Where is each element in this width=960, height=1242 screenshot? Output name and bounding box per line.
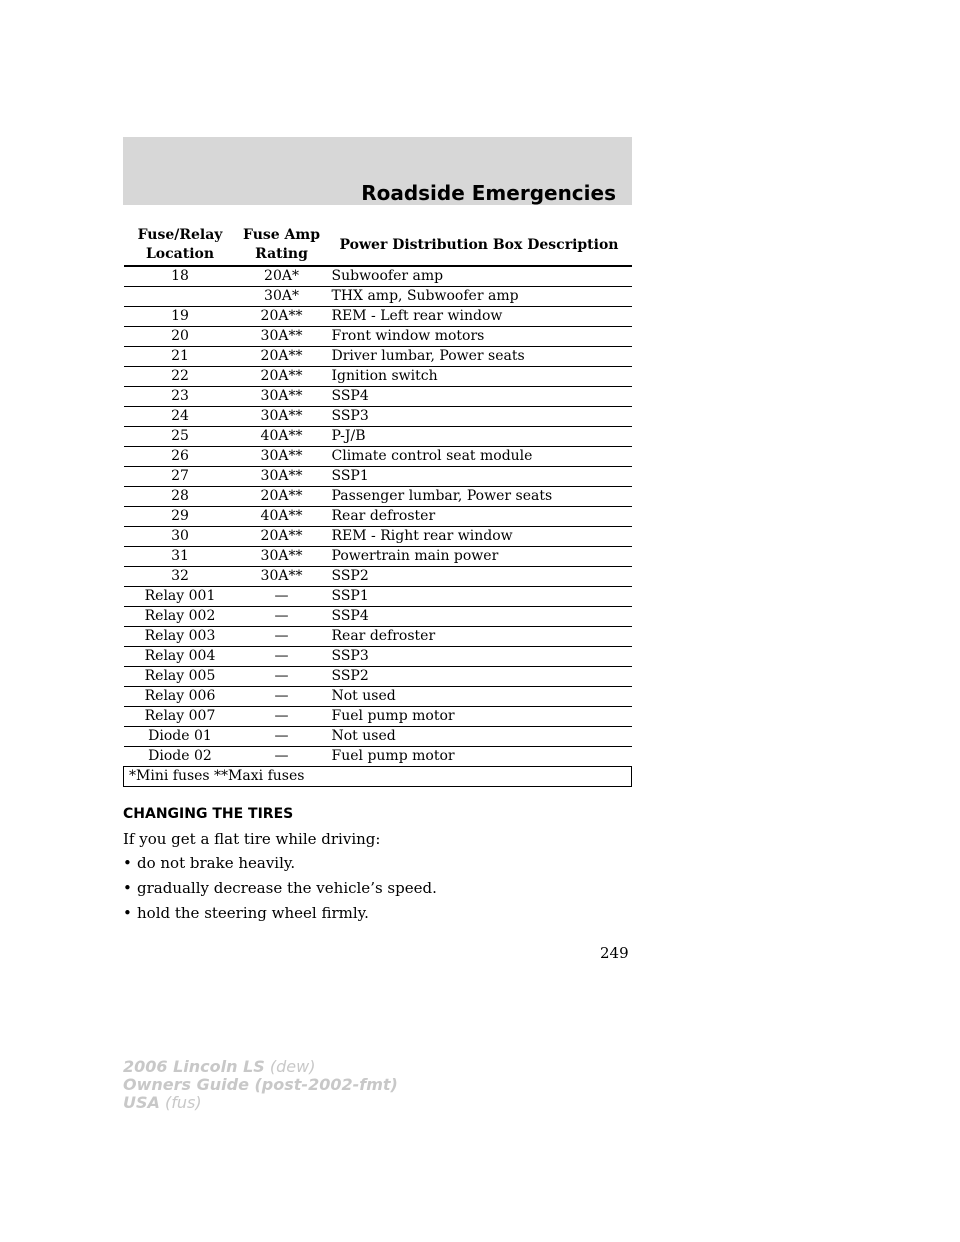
cell-description: Ignition switch	[327, 367, 632, 387]
cell-location: Diode 01	[124, 727, 237, 747]
cell-description: SSP4	[327, 607, 632, 627]
table-row	[124, 407, 632, 427]
cell-description: SSP1	[327, 467, 632, 487]
cell-amp-rating: 20A**	[237, 487, 327, 507]
table-row	[124, 327, 632, 347]
cell-description: SSP2	[327, 567, 632, 587]
footer-line-2: Owners Guide (post-2002-fmt)	[123, 1075, 398, 1094]
table-row	[124, 447, 632, 467]
table-row	[124, 387, 632, 407]
table-row	[124, 707, 632, 727]
table-row	[124, 527, 632, 547]
table-header-row	[124, 225, 632, 266]
table-row	[124, 347, 632, 367]
cell-amp-rating: 30A**	[237, 407, 327, 427]
cell-description: Rear defroster	[327, 507, 632, 527]
cell-amp-rating: 20A**	[237, 367, 327, 387]
cell-amp-rating: 20A*	[237, 266, 327, 287]
cell-amp-rating: 30A**	[237, 387, 327, 407]
list-item	[123, 904, 437, 929]
cell-location: 20	[124, 327, 237, 347]
cell-description: Front window motors	[327, 327, 632, 347]
cell-location: 22	[124, 367, 237, 387]
cell-description: Subwoofer amp	[327, 266, 632, 287]
table-footnote-row	[124, 767, 632, 787]
table-row	[124, 647, 632, 667]
cell-location: Relay 006	[124, 687, 237, 707]
bullet-icon: •	[123, 854, 132, 872]
bullet-list	[123, 854, 437, 929]
section-intro: If you get a flat tire while driving:	[123, 830, 381, 848]
table-body	[124, 266, 632, 767]
cell-amp-rating: —	[237, 647, 327, 667]
table-row	[124, 567, 632, 587]
cell-amp-rating: 30A**	[237, 567, 327, 587]
footer	[123, 1058, 398, 1112]
table-row	[124, 467, 632, 487]
footer-line-1: 2006 Lincoln LS (dew)	[123, 1057, 316, 1076]
cell-amp-rating: 30A**	[237, 547, 327, 567]
table-row	[124, 266, 632, 287]
header-description: Power Distribution Box Description	[327, 225, 632, 266]
cell-location: Relay 003	[124, 627, 237, 647]
cell-amp-rating: 30A**	[237, 447, 327, 467]
cell-location: 31	[124, 547, 237, 567]
cell-description: Not used	[327, 727, 632, 747]
cell-amp-rating: —	[237, 727, 327, 747]
section-heading: CHANGING THE TIRES	[123, 806, 294, 822]
cell-amp-rating: —	[237, 667, 327, 687]
table-row	[124, 287, 632, 307]
list-item-text: do not brake heavily.	[137, 854, 296, 872]
cell-description: Rear defroster	[327, 627, 632, 647]
cell-location: Relay 002	[124, 607, 237, 627]
cell-location: 18	[124, 266, 237, 287]
bullet-icon: •	[123, 904, 132, 922]
cell-description: Climate control seat module	[327, 447, 632, 467]
cell-location: 25	[124, 427, 237, 447]
cell-location: 21	[124, 347, 237, 367]
cell-location: 23	[124, 387, 237, 407]
table-row	[124, 667, 632, 687]
bullet-icon: •	[123, 879, 132, 897]
cell-amp-rating: —	[237, 707, 327, 727]
cell-description: Driver lumbar, Power seats	[327, 347, 632, 367]
table-row	[124, 307, 632, 327]
cell-description: Fuel pump motor	[327, 747, 632, 767]
cell-location: 28	[124, 487, 237, 507]
cell-location: 19	[124, 307, 237, 327]
cell-amp-rating: 20A**	[237, 347, 327, 367]
cell-amp-rating: —	[237, 587, 327, 607]
list-item-text: gradually decrease the vehicle’s speed.	[137, 879, 437, 897]
list-item	[123, 879, 437, 904]
cell-amp-rating: 30A*	[237, 287, 327, 307]
table-row	[124, 687, 632, 707]
table-row	[124, 507, 632, 527]
page-number: 249	[600, 944, 629, 962]
cell-description: THX amp, Subwoofer amp	[327, 287, 632, 307]
cell-description: SSP3	[327, 647, 632, 667]
fuse-table	[123, 225, 632, 787]
cell-location: Relay 005	[124, 667, 237, 687]
cell-location	[124, 287, 237, 307]
table-row	[124, 627, 632, 647]
cell-location: 24	[124, 407, 237, 427]
cell-amp-rating: —	[237, 747, 327, 767]
cell-location: 30	[124, 527, 237, 547]
table-row	[124, 727, 632, 747]
table-row	[124, 427, 632, 447]
cell-description: SSP3	[327, 407, 632, 427]
table-row	[124, 747, 632, 767]
cell-location: Relay 007	[124, 707, 237, 727]
header-amp-rating: Fuse Amp Rating	[237, 225, 327, 266]
table-row	[124, 607, 632, 627]
cell-location: 26	[124, 447, 237, 467]
cell-amp-rating: 30A**	[237, 327, 327, 347]
footer-line-3: USA (fus)	[123, 1093, 202, 1112]
cell-location: 29	[124, 507, 237, 527]
cell-amp-rating: 20A**	[237, 527, 327, 547]
cell-location: Diode 02	[124, 747, 237, 767]
header-location: Fuse/Relay Location	[124, 225, 237, 266]
table-row	[124, 367, 632, 387]
cell-amp-rating: —	[237, 687, 327, 707]
cell-description: SSP1	[327, 587, 632, 607]
cell-amp-rating: —	[237, 627, 327, 647]
cell-description: Powertrain main power	[327, 547, 632, 567]
cell-description: P-J/B	[327, 427, 632, 447]
table-row	[124, 587, 632, 607]
cell-location: Relay 004	[124, 647, 237, 667]
cell-description: Passenger lumbar, Power seats	[327, 487, 632, 507]
cell-description: Not used	[327, 687, 632, 707]
cell-amp-rating: —	[237, 607, 327, 627]
table-row	[124, 487, 632, 507]
table-row	[124, 547, 632, 567]
table-footnote: *Mini fuses **Maxi fuses	[124, 767, 632, 787]
cell-location: 27	[124, 467, 237, 487]
list-item-text: hold the steering wheel firmly.	[137, 904, 369, 922]
cell-description: Fuel pump motor	[327, 707, 632, 727]
list-item	[123, 854, 437, 879]
cell-location: 32	[124, 567, 237, 587]
page-title: Roadside Emergencies	[361, 181, 616, 205]
cell-location: Relay 001	[124, 587, 237, 607]
cell-amp-rating: 40A**	[237, 427, 327, 447]
cell-description: SSP4	[327, 387, 632, 407]
cell-amp-rating: 30A**	[237, 467, 327, 487]
cell-description: REM - Right rear window	[327, 527, 632, 547]
cell-description: SSP2	[327, 667, 632, 687]
cell-amp-rating: 40A**	[237, 507, 327, 527]
header-band	[123, 137, 632, 205]
cell-amp-rating: 20A**	[237, 307, 327, 327]
cell-description: REM - Left rear window	[327, 307, 632, 327]
